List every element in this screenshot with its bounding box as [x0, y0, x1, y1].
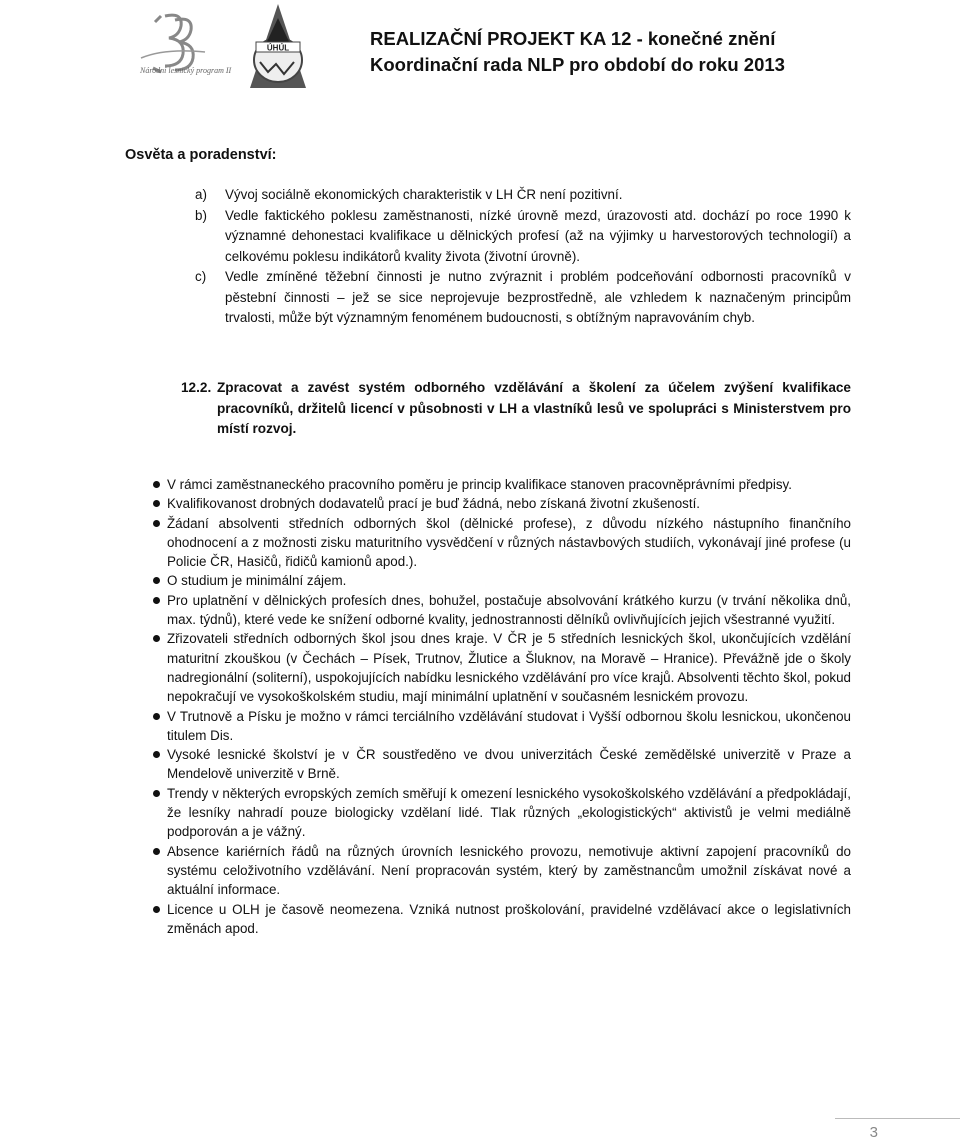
bullet-text: Absence kariérních řádů na různých úrovních lesnického provozu, nemotivuje aktivní zapojení pracovníků do systému celoživotního vzdělávání. Není propracován systém, který by zaměstnancům umožnil získávat nové a aktuální informace.	[167, 843, 851, 898]
heading-number: 12.2.	[181, 380, 212, 395]
heading-text: Zpracovat a zavést systém odborného vzdělávání a školení za účelem zvýšení kvalifikace pracovníků, držitelů licencí v působnosti v LH a vlastníků lesů ve spolupráci s Ministerstvem pro místí rozvoj.	[217, 380, 851, 436]
list-item-text: Vedle zmíněné těžební činnosti je nutno zvýraznit i problém podceňování odbornosti pracovníků v pěstební činnosti – jež se sice neprojevuje bezprostředně, ale vzhledem k naznačeným principům trvalosti, může být významným fenoménem budoucnosti, s obtížným napravováním chyb.	[225, 269, 851, 325]
bullet-text: O studium je minimální zájem.	[167, 573, 347, 589]
list-item	[195, 185, 851, 206]
bullet-text: V Trutnově a Písku je možno v rámci terciálního vzdělávání studovat i Vyšší odbornou školu lesnickou, ukončenou titulem Dis.	[167, 708, 851, 743]
bullet-icon	[153, 577, 160, 584]
list-item-marker: a)	[195, 187, 207, 202]
bullet-text: Žádaní absolventi středních odborných škol (dělnické profese), z důvodu nízkého nástupního finančního ohodnocení a z možnosti zisku maturitního vysvědčení v různých nástavbových studiích, vykonávají jiné profese (u Policie ČR, Hasičů, řidičů kamionů apod.).	[167, 515, 851, 570]
bullet-item	[151, 842, 851, 900]
bullet-list	[151, 475, 851, 938]
bullet-icon	[153, 751, 160, 758]
bullet-text: V rámci zaměstnaneckého pracovního poměru je princip kvalifikace stanoven pracovněprávními předpisy.	[167, 477, 792, 492]
bullet-text: Pro uplatnění v dělnických profesích dnes, bohužel, postačuje absolvování krátkého kurzu (v trvání několika dnů, max. týdnů), které vede ke snížení odborné kvality, jednostrannosti dělníků ovlivňujících jejich všestranné využití.	[167, 592, 851, 628]
bullet-item	[151, 707, 851, 746]
section-heading-12-2	[181, 378, 851, 440]
bullet-item	[151, 784, 851, 842]
bullet-text: Zřizovateli středních odborných škol jsou dnes kraje. V ČR je 5 středních lesnických škol, ukončujících vzdělání maturitní zkouškou (v Čechách – Písek, Trutnov, Žlutice a Šluknov, na Moravě – Hranice). Převážně jde o školy nadregionální (soliterní), uspokojujících nabídku lesnického vzdělávání pro více krajů. Absolventi těchto škol, pokud nepokračují ve vysokoškolském studiu, mají minimální uplatnění v současném lesnickém provozu.	[167, 631, 851, 705]
list-item	[195, 206, 851, 268]
bullet-item	[151, 591, 851, 630]
list-item	[195, 267, 851, 329]
bullet-item	[151, 629, 851, 706]
bullet-text: Licence u OLH je časově neomezena. Vzniká nutnost proškolování, pravidelné vzdělávací akce o legislativních změnách apod.	[167, 901, 851, 936]
bullet-item	[151, 514, 851, 572]
header-title: REALIZAČNÍ PROJEKT KA 12 - konečné znění	[370, 28, 776, 49]
bullet-icon	[153, 520, 160, 527]
lettered-list	[195, 185, 851, 329]
bullet-icon	[153, 790, 160, 797]
bullet-item	[151, 475, 851, 494]
bullet-icon	[153, 906, 160, 913]
uhul-logo	[246, 2, 310, 92]
page-header	[0, 0, 960, 95]
list-item-marker: c)	[195, 269, 207, 284]
bullet-icon	[153, 500, 160, 507]
footer-divider	[835, 1118, 960, 1119]
section-title: Osvěta a poradenství:	[125, 147, 277, 163]
bullet-item	[151, 745, 851, 784]
bullet-text: Kvalifikovanost drobných dodavatelů prací je buď žádná, nebo získaná životní zkušeností.	[167, 496, 701, 512]
list-item-text: Vedle faktického poklesu zaměstnanosti, nízké úrovně mezd, úrazovosti atd. dochází po roce 1990 k významné dehonestaci kvalifikace u dělnických profesí (až na výjimky u harvestorových technologií) a celkovému poklesu indikátorů kvality života (životní úrovně).	[225, 207, 851, 264]
uhul-logo-text: ÚHÚL	[266, 43, 290, 53]
nlp-logo-caption: Národní lesnický program II	[140, 66, 232, 75]
bullet-item	[151, 494, 851, 513]
list-item-text: Vývoj sociálně ekonomických charakteristik v LH ČR není pozitivní.	[225, 187, 623, 202]
bullet-icon	[153, 635, 160, 642]
list-item-marker: b)	[195, 207, 207, 223]
bullet-icon	[153, 597, 160, 604]
header-subtitle: Koordinační rada NLP pro období do roku 2013	[370, 54, 785, 75]
bullet-icon	[153, 481, 160, 488]
bullet-icon	[153, 848, 160, 855]
bullet-item	[151, 571, 851, 590]
bullet-icon	[153, 713, 160, 720]
bullet-text: Trendy v některých evropských zemích směřují k omezení lesnického vysokoškolského vzdělávání a předpokládají, že lesníky nahradí pouze biologicky vzdělaní lidé. Tlak různých „ekologistických“ aktivistů je velmi mediálně podporován a je vážný.	[167, 785, 851, 840]
page-number: 3	[869, 1124, 878, 1141]
bullet-item	[151, 900, 851, 939]
bullet-text: Vysoké lesnické školství je v ČR soustředěno ve dvou univerzitách České zemědělské univerzitě v Praze a Mendelově univerzitě v Brně.	[167, 747, 851, 782]
